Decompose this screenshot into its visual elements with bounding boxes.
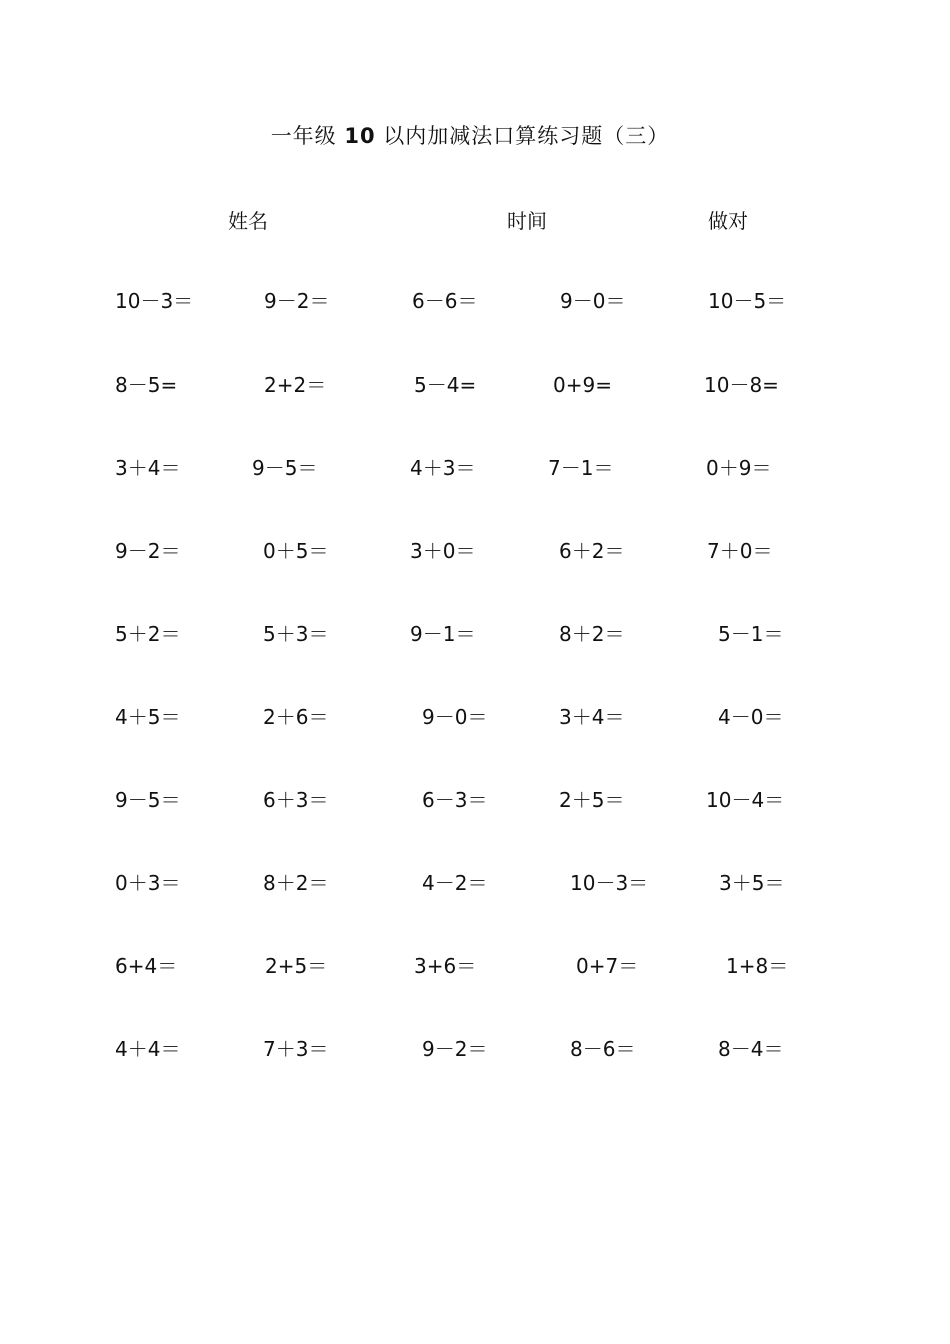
math-problem: 5－1＝	[718, 622, 784, 646]
math-problem: 6+4＝	[115, 954, 178, 978]
math-problem: 8－5=	[115, 373, 178, 397]
math-problem: 9－5＝	[252, 456, 318, 480]
math-problem: 8＋2＝	[559, 622, 625, 646]
math-problem: 3＋5＝	[719, 871, 785, 895]
math-problem: 9－1＝	[410, 622, 476, 646]
math-problem: 10－4＝	[706, 788, 785, 812]
math-problem: 6＋2＝	[559, 539, 625, 563]
math-problem: 7＋0＝	[707, 539, 773, 563]
math-problem: 10－8=	[704, 373, 779, 397]
math-problem: 8＋2＝	[263, 871, 329, 895]
title-number: 10	[344, 124, 376, 148]
math-problem: 5－4=	[414, 373, 477, 397]
math-problem: 0＋3＝	[115, 871, 181, 895]
math-problem: 9－2＝	[115, 539, 181, 563]
math-problem: 9－0＝	[422, 705, 488, 729]
math-problem: 6－6＝	[412, 289, 478, 313]
math-problem: 7－1＝	[548, 456, 614, 480]
math-problem: 4＋4＝	[115, 1037, 181, 1061]
math-problem: 6＋3＝	[263, 788, 329, 812]
page-title	[0, 120, 940, 150]
math-problem: 10－5＝	[708, 289, 787, 313]
math-problem: 0+7＝	[576, 954, 639, 978]
math-problem: 0+9=	[553, 373, 612, 397]
math-problem: 3＋4＝	[559, 705, 625, 729]
math-problem: 0＋5＝	[263, 539, 329, 563]
math-problem: 2＋6＝	[263, 705, 329, 729]
math-problem: 6－3＝	[422, 788, 488, 812]
math-problem: 3＋0＝	[410, 539, 476, 563]
math-problem: 2+5＝	[265, 954, 328, 978]
math-problem: 2＋5＝	[559, 788, 625, 812]
math-problem: 3＋4＝	[115, 456, 181, 480]
math-problem: 9－2＝	[264, 289, 330, 313]
math-problem: 9－0＝	[560, 289, 626, 313]
math-problem: 7＋3＝	[263, 1037, 329, 1061]
correct-label: 做对	[708, 209, 748, 233]
math-problem: 4＋5＝	[115, 705, 181, 729]
math-problem: 10－3＝	[115, 289, 194, 313]
math-problem: 1+8＝	[726, 954, 789, 978]
time-label: 时间	[507, 209, 547, 233]
math-problem: 8－6＝	[570, 1037, 636, 1061]
math-problem: 4－2＝	[422, 871, 488, 895]
math-problem: 9－2＝	[422, 1037, 488, 1061]
title-prefix: 一年级	[270, 124, 337, 148]
name-label: 姓名	[228, 209, 268, 233]
math-problem: 9－5＝	[115, 788, 181, 812]
math-problem: 4－0＝	[718, 705, 784, 729]
math-problem: 2+2＝	[264, 373, 327, 397]
math-problem: 8－4＝	[718, 1037, 784, 1061]
math-problem: 10－3＝	[570, 871, 649, 895]
math-problem: 5＋2＝	[115, 622, 181, 646]
title-suffix: 以内加减法口算练习题（三）	[383, 124, 670, 148]
math-problem: 3+6＝	[414, 954, 477, 978]
math-problem: 4＋3＝	[410, 456, 476, 480]
math-problem: 5＋3＝	[263, 622, 329, 646]
math-problem: 0＋9＝	[706, 456, 772, 480]
